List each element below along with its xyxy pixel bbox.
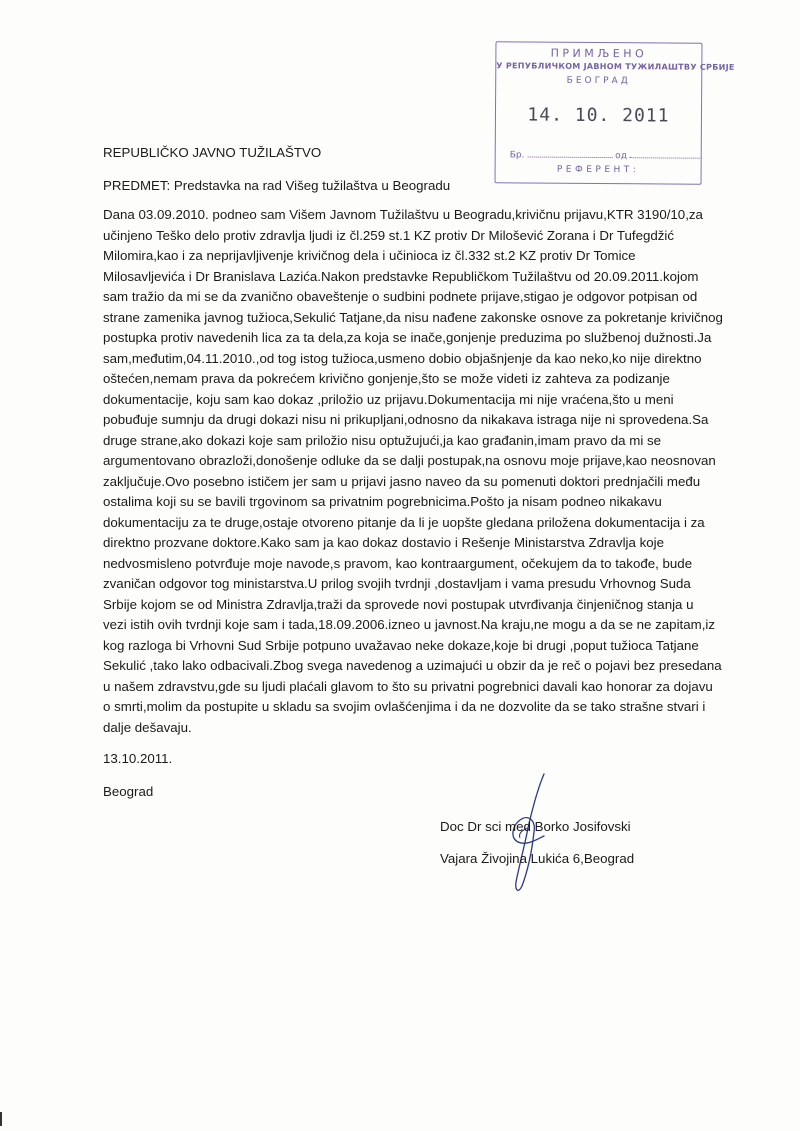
body-line: o smrti,molim da postupite u skladu sa svojim ovlašćenjima i da ne dozvolite da se tako strašne stvari i (103, 699, 706, 714)
body-line: argumentovano obrazloži,donošenje odluke da se dalji postupak,na osnovu moje prijave,kao neosnovan (103, 453, 716, 468)
body-line: Milomira,kao i za neprijavljivenje krivičnog dela i učinioca iz čl.332 st.2 KZ protiv Dr Tomice (103, 248, 636, 263)
body-line: nedvosmisleno potvrđuje moje navode,s pravom, kao kontraargument, očekujem da to takođe, bude (103, 555, 693, 571)
stamp-date-label: од (615, 151, 627, 162)
body-line: Sekulić ,tako lako odbacivali.Zbog svega navedenog a uzimajući u obzir da je reč o pojavi bez presedana (103, 658, 722, 673)
recipient-heading: REPUBLIČKO JAVNO TUŽILAŠTVO (103, 145, 322, 160)
body-line: sam tražio da mi se da zvanično obaveštenje o sudbini podnete prijave,stigao je odgovor potpisan od (103, 289, 698, 304)
stamp-number-label: Бр. (509, 150, 525, 161)
body-line: zaključuje.Ovo posebno ističem jer sam u prijavi jasno naveo da su pomenuti doktori prednjačili među (103, 473, 701, 489)
stamp-institution: У РЕПУБЛИЧКОМ ЈАВНОМ ТУЖИЛАШТВУ СРБИЈЕ (496, 61, 735, 72)
body-line: zvaničan odgovor tog ministarstva.U prilog svojih tvrdnji ,dostavljam i vama presudu Vrhovnog Suda (103, 576, 691, 591)
stamp-date: 14. 10. 2011 (527, 104, 670, 127)
subject-line: PREDMET: Predstavka na rad Višeg tužilaštva u Beogradu (103, 178, 451, 193)
stamp-received-label: ПРИМЉЕНО (550, 46, 648, 61)
letter-body (103, 205, 723, 738)
letter-date: 13.10.2011. (103, 751, 173, 766)
body-line: učinjeno Teško delo protiv zdravlja ljudi iz čl.259 st.1 KZ protiv Dr Milošević Zorana i Dr Tufegdžić (103, 227, 675, 243)
body-line: Dana 03.09.2010. podneo sam Višem Javnom Tužilaštvu u Beogradu,krivičnu prijavu,KTR 3190/10,za (103, 207, 703, 222)
stamp-city: БЕОГРАД (566, 75, 631, 87)
body-line: u našem zdravstvu,gde su ljudi plaćali glavom to što su privatni pogrebnici davali kao honorar za dojavu (103, 678, 713, 694)
stamp-date-blank (630, 157, 700, 158)
body-line: vezi istih ovih tvrdnji koje sam i tada,18.09.2006.izneo u javnost.Na kraju,ne mogu a da se ne zapitam,iz (103, 617, 715, 632)
stamp-fields (510, 150, 693, 161)
body-line: kog razloga bi Vrhovni Sud Srbije potpuno uvažavao neke dokaze,koje bi drugi ,poput tužioca Tatjane (103, 637, 699, 653)
body-line: dalje dešavaju. (103, 719, 192, 735)
body-line: pobuđuje sumnju da drugi dokazi nisu ni prikupljani,odnosno da nikakava istraga nije ni sprovedena.Sa (103, 412, 709, 427)
signatory-address: Vajara Živojina Lukića 6,Beograd (440, 851, 635, 866)
body-line: Srbije kojom se od Ministra Zdravlja,traži da sprovede novi postupak utvrđivanja činjeničnog stanja u (103, 596, 694, 612)
body-line: ostalima koji su se bavili trgovinom sa privatnim pogrebnicima.Pošto ja nisam podneo nikakavu (103, 494, 662, 509)
body-line: druge strane,ako dokazi koje sam priložio nisu optužujući,ja kao građanin,imam pravo da mi se (103, 432, 662, 448)
body-line: direktno prozvane doktore.Kako sam ja kao dokaz dostavio i Rešenje Ministarstva Zdravlja koje (103, 535, 664, 550)
body-line: postupka protiv navedenih lica za ta dela,za koja se inače,gonjenje preduzima po službenoj dužnosti.Ja (103, 330, 712, 345)
body-line: oštećen,nemam prava da pokrećem krivično gonjenje,što se može videti iz zahteva za podizanje (103, 371, 670, 386)
letter-place: Beograd (103, 784, 154, 799)
body-line: sam,međutim,04.11.2010.,od tog istog tužioca,usmeno dobio objašnjenje da kao neko,ko nije direktno (103, 350, 702, 366)
stamp-number-blank (527, 157, 612, 159)
margin-mark (0, 1112, 2, 1126)
body-line: dokumentacije, koju sam kao dokaz ,priložio uz prijavu.Dokumentacija mi nije vraćena,što u meni (103, 391, 674, 407)
body-line: dokumentaciju za te druge,ostaje otvoreno pitanje da li je uopšte gledana priložena dokumentacija i za (103, 514, 705, 530)
signatory-name: Doc Dr sci med Borko Josifovski (440, 819, 631, 834)
received-stamp (495, 41, 735, 184)
body-line: Milosavljevića i Dr Branislava Lazića.Nakon predstavke Republičkom Tužilaštvu od 20.09.2011.kojom (103, 268, 699, 284)
stamp-clerk-label: РЕФЕРЕНТ: (556, 164, 640, 176)
body-line: strane zamenika javnog tužioca,Sekulić Tatjane,da nisu nađene zakonske osnove za pokretanje krivičnog (103, 309, 723, 325)
